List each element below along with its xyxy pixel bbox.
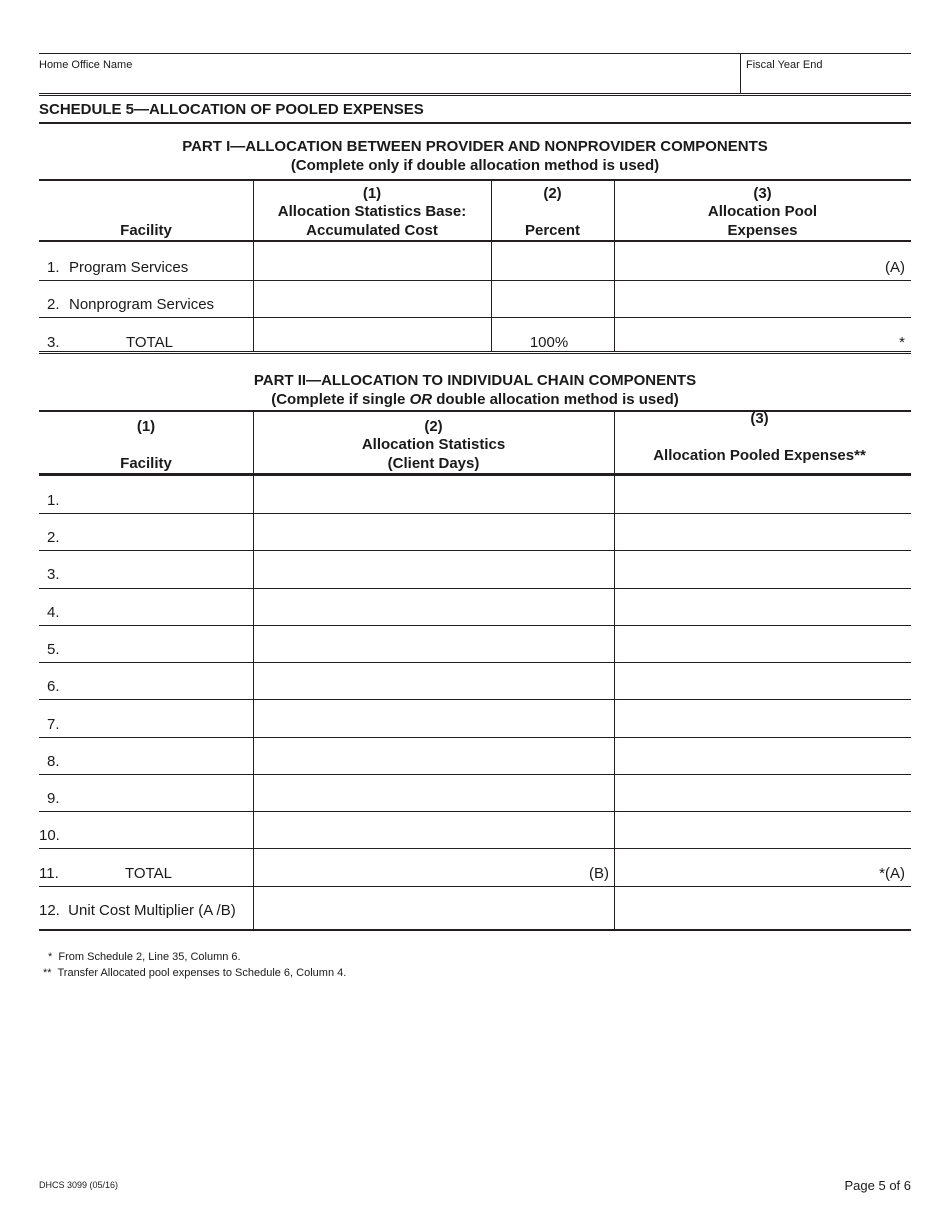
part2-row-number: 3. (47, 566, 60, 583)
part1-header-col1-line1: Allocation Statistics Base: (277, 203, 467, 220)
part2-row-number: 5. (47, 641, 60, 658)
part1-bottom-rule (39, 351, 911, 354)
part1-row-rule (39, 317, 911, 318)
unit-cost-multiplier-label: 12. Unit Cost Multiplier (A /B) (39, 902, 236, 919)
schedule-title-rule (39, 122, 911, 124)
part2-row-rule (39, 662, 911, 663)
part2-col-divider-1 (253, 411, 254, 930)
part2-row-rule (39, 550, 911, 551)
footnote: ** Transfer Allocated pool expenses to Schedule 6, Column 4. (43, 967, 347, 979)
part1-header-col3-line1: Allocation Pool (707, 203, 818, 220)
schedule-title: SCHEDULE 5—ALLOCATION OF POOLED EXPENSES (39, 101, 424, 118)
part1-col-divider-2 (491, 180, 492, 352)
part1-header-col2-label: Percent (524, 222, 581, 239)
fiscal-year-label: Fiscal Year End (746, 59, 823, 71)
part2-total-col2-note: (B) (589, 865, 609, 882)
part2-row-rule (39, 513, 911, 514)
page-number: Page 5 of 6 (844, 1178, 911, 1193)
part2-row-rule (39, 625, 911, 626)
part2-col-divider-2 (614, 411, 615, 930)
part2-row-number: 2. (47, 529, 60, 546)
part1-header-rule (39, 240, 911, 242)
part2-row-number: 8. (47, 753, 60, 770)
part2-total-number: 11. (39, 865, 59, 882)
part2-header-col1-num: (1) (136, 418, 156, 435)
part1-header-col1-line2: Accumulated Cost (306, 222, 438, 239)
part2-row-number: 10. (39, 827, 60, 844)
part1-header-col3-line2: Expenses (727, 222, 798, 239)
part2-row-rule (39, 699, 911, 700)
part1-subtitle: (Complete only if double allocation method is used) (290, 157, 660, 174)
part2-header-col1-label: Facility (120, 455, 172, 472)
part1-row-label: Program Services (69, 259, 189, 276)
part2-total-col3-note: *(A) (879, 865, 905, 882)
part2-row-rule (39, 737, 911, 738)
part2-subtitle (39, 390, 911, 409)
part1-row-number: 2. (47, 296, 60, 313)
part2-row-rule (39, 886, 911, 887)
part1-header-col1-num: (1) (362, 185, 382, 202)
part1-row-number: 1. (47, 259, 60, 276)
header-bottom-rule (39, 93, 911, 96)
part1-row-note: (A) (885, 259, 905, 276)
part1-header-facility: Facility (120, 222, 172, 239)
part2-row-number: 4. (47, 604, 60, 621)
part2-subtitle-em: OR (409, 391, 433, 408)
part2-row-rule (39, 774, 911, 775)
part1-row-number: 3. (47, 334, 60, 351)
part1-header-col3-num: (3) (753, 185, 772, 202)
part2-header-col2-num: (2) (424, 418, 443, 435)
part1-row-rule (39, 280, 911, 281)
part1-row-label: Nonprogram Services (69, 296, 215, 313)
part2-row-number: 9. (47, 790, 60, 807)
part1-title: PART I—ALLOCATION BETWEEN PROVIDER AND NONPROVIDER COMPONENTS (182, 138, 768, 155)
form-id: DHCS 3099 (05/16) (39, 1180, 119, 1190)
part1-total-label: TOTAL (126, 334, 173, 351)
part2-row-rule (39, 848, 911, 849)
part1-total-note: * (899, 334, 905, 351)
footnote: * From Schedule 2, Line 35, Column 6. (48, 951, 241, 963)
part2-row-rule (39, 811, 911, 812)
part2-header-rule (39, 473, 911, 476)
header-top-rule (39, 53, 911, 54)
part2-header-col3-label: Allocation Pooled Expenses** (653, 447, 866, 464)
part2-header-col3-num: (3) (750, 410, 769, 427)
home-office-label: Home Office Name (39, 59, 133, 71)
part2-bottom-rule (39, 929, 911, 931)
part2-total-label: TOTAL (125, 865, 172, 882)
part2-title: PART II—ALLOCATION TO INDIVIDUAL CHAIN COMPONENTS (253, 372, 697, 389)
part2-row-rule (39, 588, 911, 589)
part1-total-percent: 100% (529, 334, 569, 351)
part2-row-number: 6. (47, 678, 60, 695)
part2-header-col2-line1: Allocation Statistics (361, 436, 506, 453)
part2-row-number: 1. (47, 492, 60, 509)
part2-row-number: 7. (47, 716, 60, 733)
header-divider (740, 53, 741, 93)
part1-header-col2-num: (2) (543, 185, 562, 202)
part2-header-col2-line2: (Client Days) (387, 455, 480, 472)
part2-subtitle-post: double allocation method is used) (432, 391, 679, 408)
part2-subtitle-pre: (Complete if single (271, 391, 410, 408)
part1-table-top-rule (39, 179, 911, 181)
